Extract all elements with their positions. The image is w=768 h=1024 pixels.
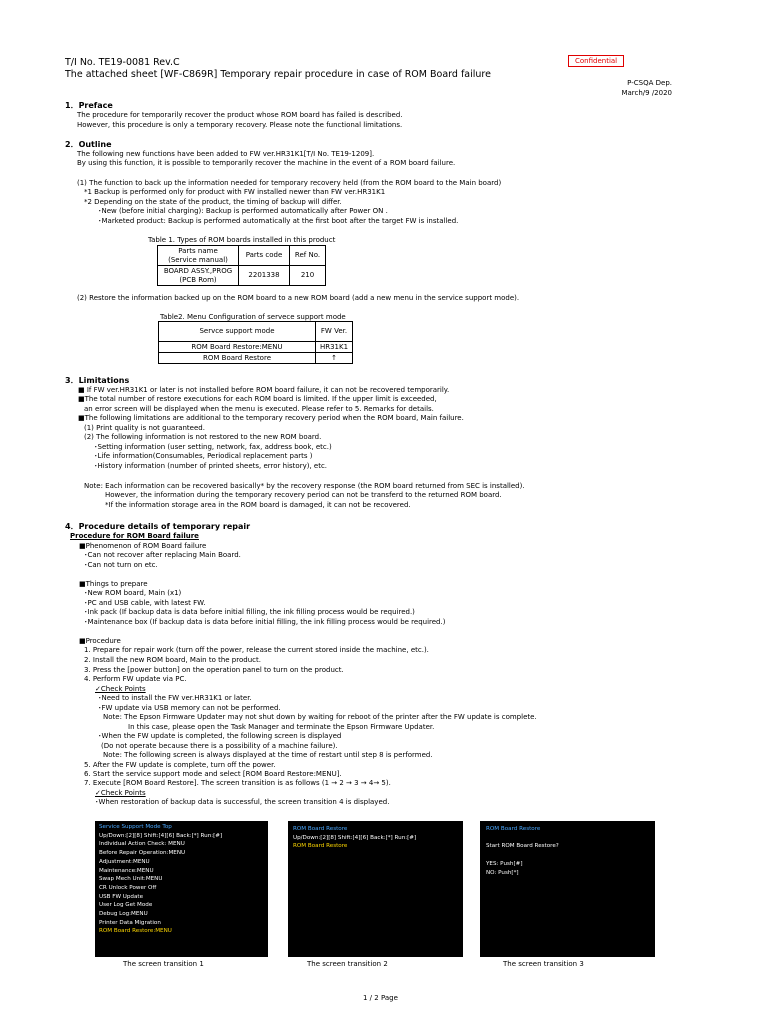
- procedure-line: Note: The following screen is always displayed at the time of restart until step 8 is performed.: [103, 751, 433, 759]
- screen-title: ROM Board Restore: [486, 826, 541, 832]
- limitations-line: *If the information storage area in the ROM board is damaged, it can not be recovered.: [105, 501, 411, 509]
- screen-title: Service Support Mode Top: [99, 824, 172, 830]
- table-header: (Service manual): [168, 255, 228, 264]
- screen-title: ROM Board Restore: [293, 826, 348, 832]
- procedure-line: ･FW update via USB memory can not be performed.: [98, 704, 281, 712]
- screen-line: Up/Down:[2][8] Shift:[4][6] Back:[*] Run:[#]: [293, 834, 417, 841]
- check-points-label: ✓Check Points: [95, 789, 146, 797]
- limitations-line: (2) The following information is not restored to the new ROM board.: [84, 433, 322, 441]
- screen-line: Start ROM Board Restore?: [486, 843, 559, 850]
- table1-caption: Table 1. Types of ROM boards installed in this product: [148, 236, 336, 244]
- department: P-CSQA Dep.: [627, 79, 672, 87]
- table-cell: ROM Board Restore:MENU: [159, 342, 316, 353]
- procedure-line: ･Ink pack (If backup data is data before initial filling, the ink filling process would be required.): [84, 608, 415, 616]
- service-mode-menu-table: [158, 321, 353, 364]
- procedure-line: 2. Install the new ROM board, Main to the product.: [84, 656, 261, 664]
- outline-line: (1) The function to back up the information needed for temporary recovery held (from the ROM board to the Main board): [77, 179, 502, 187]
- procedure-line: ･Can not recover after replacing Main Board.: [84, 551, 241, 559]
- screen-line: User Log Get Mode: [99, 902, 153, 909]
- procedure-line: 6. Start the service support mode and select [ROM Board Restore:MENU].: [84, 770, 342, 778]
- confidential-stamp: Confidential: [568, 55, 624, 67]
- limitations-line: an error screen will be displayed when the menu is executed. Please refer to 5. Remarks for details.: [84, 405, 434, 413]
- screen-line: Adjustment:MENU: [99, 858, 150, 865]
- screen-line: Maintenance:MENU: [99, 867, 154, 874]
- screen-caption: The screen transition 1: [123, 960, 204, 968]
- document-title: The attached sheet [WF-C869R] Temporary repair procedure in case of ROM Board failure: [65, 69, 491, 80]
- screen-transition-3: [480, 821, 655, 957]
- procedure-line: 5. After the FW update is complete, turn off the power.: [84, 761, 276, 769]
- table-header: FW Ver.: [316, 322, 353, 342]
- procedure-line: ･When the FW update is completed, the following screen is displayed: [98, 732, 342, 740]
- outline-line: By using this function, it is possible to temporarily recover the machine in the event of a ROM board failure.: [77, 159, 456, 167]
- screen-line: Individual Action Check: MENU: [99, 841, 185, 848]
- outline-line: ･Marketed product: Backup is performed automatically at the first boot after the target FW is installed.: [98, 217, 459, 225]
- outline-line: *2 Depending on the state of the product, the timing of backup will differ.: [84, 198, 342, 206]
- table-cell: ↑: [316, 353, 353, 364]
- limitations-line: ■ If FW ver.HR31K1 or later is not installed before ROM board failure, it can not be recovered temporarily.: [78, 386, 450, 394]
- screen-line: Before Repair Operation:MENU: [99, 850, 186, 857]
- table-cell: HR31K1: [316, 342, 353, 353]
- page-number: 1 / 2 Page: [363, 994, 398, 1002]
- preface-line: The procedure for temporarily recover the product whose ROM board has failed is described.: [77, 111, 403, 119]
- procedure-line: 7. Execute [ROM Board Restore]. The screen transition is as follows (1 → 2 → 3 → 4→ 5).: [84, 779, 391, 787]
- screen-line: Up/Down:[2][8] Shift:[4][6] Back:[*] Run:[#]: [99, 832, 223, 839]
- table-cell: (PCB Rom): [179, 275, 217, 284]
- screen-line: USB FW Update: [99, 893, 144, 900]
- screen-transition-1: [95, 821, 268, 957]
- outline-line: ･New (before initial charging): Backup is performed automatically after Power ON .: [98, 207, 388, 215]
- limitations-line: Note: Each information can be recovered basically* by the recovery response (the ROM board returned from SEC is installed).: [84, 482, 525, 490]
- procedure-heading: 4．Procedure details of temporary repair: [65, 522, 251, 531]
- limitations-line: ･Life information(Consumables, Periodical replacement parts ): [94, 452, 313, 460]
- preface-heading: 1．Preface: [65, 101, 113, 110]
- screen-line: YES: Push[#]: [486, 860, 523, 867]
- table2-caption: Table2. Menu Configuration of servece support mode: [160, 313, 346, 321]
- screen-line: NO: Push[*]: [486, 869, 519, 876]
- table-cell: BOARD ASSY.,PROG: [163, 266, 233, 275]
- screen-line: Debug Log:MENU: [99, 911, 148, 917]
- procedure-line: ･Maintenance box (If backup data is data before initial filling, the ink filling process would be required.): [84, 618, 446, 626]
- procedure-line: 4. Perform FW update via PC.: [84, 675, 187, 683]
- procedure-line: ■Things to prepare: [79, 580, 148, 588]
- procedure-line: 3. Press the [power button] on the operation panel to turn on the product.: [84, 666, 344, 674]
- preface-line: However, this procedure is only a temporary recovery. Please note the functional limitations.: [77, 121, 403, 129]
- procedure-line: ■Procedure: [79, 637, 121, 645]
- limitations-line: However, the information during the temporary recovery period can not be transferd to the returned ROM board.: [105, 491, 502, 499]
- table-header: Ref No.: [290, 246, 326, 266]
- procedure-line: ･Can not turn on etc.: [84, 561, 158, 569]
- table-cell: 210: [290, 266, 326, 286]
- procedure-line: ･New ROM board, Main (x1): [84, 589, 182, 597]
- screen-caption: The screen transition 3: [503, 960, 584, 968]
- procedure-line: In this case, please open the Task Manager and terminate the Epson Firmware Updater.: [128, 723, 435, 731]
- check-points-label: ✓Check Points: [95, 685, 146, 693]
- limitations-line: ･Setting information (user setting, network, fax, address book, etc.): [94, 443, 332, 451]
- date: March/9 /2020: [621, 89, 672, 97]
- limitations-line: ■The total number of restore executions for each ROM board is limited. If the upper limit is exceeded,: [78, 395, 437, 403]
- procedure-line: ･When restoration of backup data is successful, the screen transition 4 is displayed.: [95, 798, 390, 806]
- table-header: Servce support mode: [159, 322, 316, 342]
- procedure-line: 1. Prepare for repair work (turn off the power, release the current stored inside the machine, etc.).: [84, 646, 429, 654]
- table-cell: 2201338: [239, 266, 290, 286]
- rom-board-types-table: [157, 245, 326, 286]
- table-header: Parts code: [239, 246, 290, 266]
- outline-line: The following new functions have been added to FW ver.HR31K1[T/I No. TE19-1209].: [77, 150, 375, 158]
- procedure-line: ･PC and USB cable, with latest FW.: [84, 599, 206, 607]
- screen-caption: The screen transition 2: [307, 960, 388, 968]
- screen-selected-line: ROM Board Restore:MENU: [99, 928, 172, 935]
- screen-line: Printer Data Migration: [99, 919, 161, 926]
- screen-selected-line: ROM Board Restore: [293, 843, 348, 850]
- table-cell: ROM Board Restore: [159, 353, 316, 364]
- ti-number: T/I No. TE19-0081 Rev.C: [65, 57, 180, 68]
- limitations-line: ■The following limitations are additional to the temporary recovery period when the ROM board, Main failure.: [78, 414, 464, 422]
- procedure-line: (Do not operate because there is a possibility of a machine failure).: [101, 742, 338, 750]
- screen-line: Swap Mech Unit:MENU: [99, 876, 163, 883]
- procedure-line: ■Phenomenon of ROM Board failure: [79, 542, 207, 550]
- screen-line: CR Unlock Power Off: [99, 884, 157, 891]
- limitations-line: ･History information (number of printed sheets, error history), etc.: [94, 462, 328, 470]
- table-header: Parts name: [178, 246, 218, 255]
- outline-heading: 2．Outline: [65, 140, 112, 149]
- screen-transition-2: [288, 821, 463, 957]
- outline-restore-line: (2) Restore the information backed up on the ROM board to a new ROM board (add a new menu in the service support mode).: [77, 294, 520, 302]
- outline-line: *1 Backup is performed only for product with FW installed newer than FW ver.HR31K1: [84, 188, 386, 196]
- limitations-line: (1) Print quality is not guaranteed.: [84, 424, 205, 432]
- limitations-heading: 3．Limitations: [65, 376, 130, 385]
- procedure-line: ･Need to install the FW ver.HR31K1 or later.: [98, 694, 252, 702]
- procedure-line: Note: The Epson Firmware Updater may not shut down by waiting for reboot of the printer after the FW update is complete.: [103, 713, 537, 721]
- procedure-subheading: Procedure for ROM Board failure: [70, 532, 199, 540]
